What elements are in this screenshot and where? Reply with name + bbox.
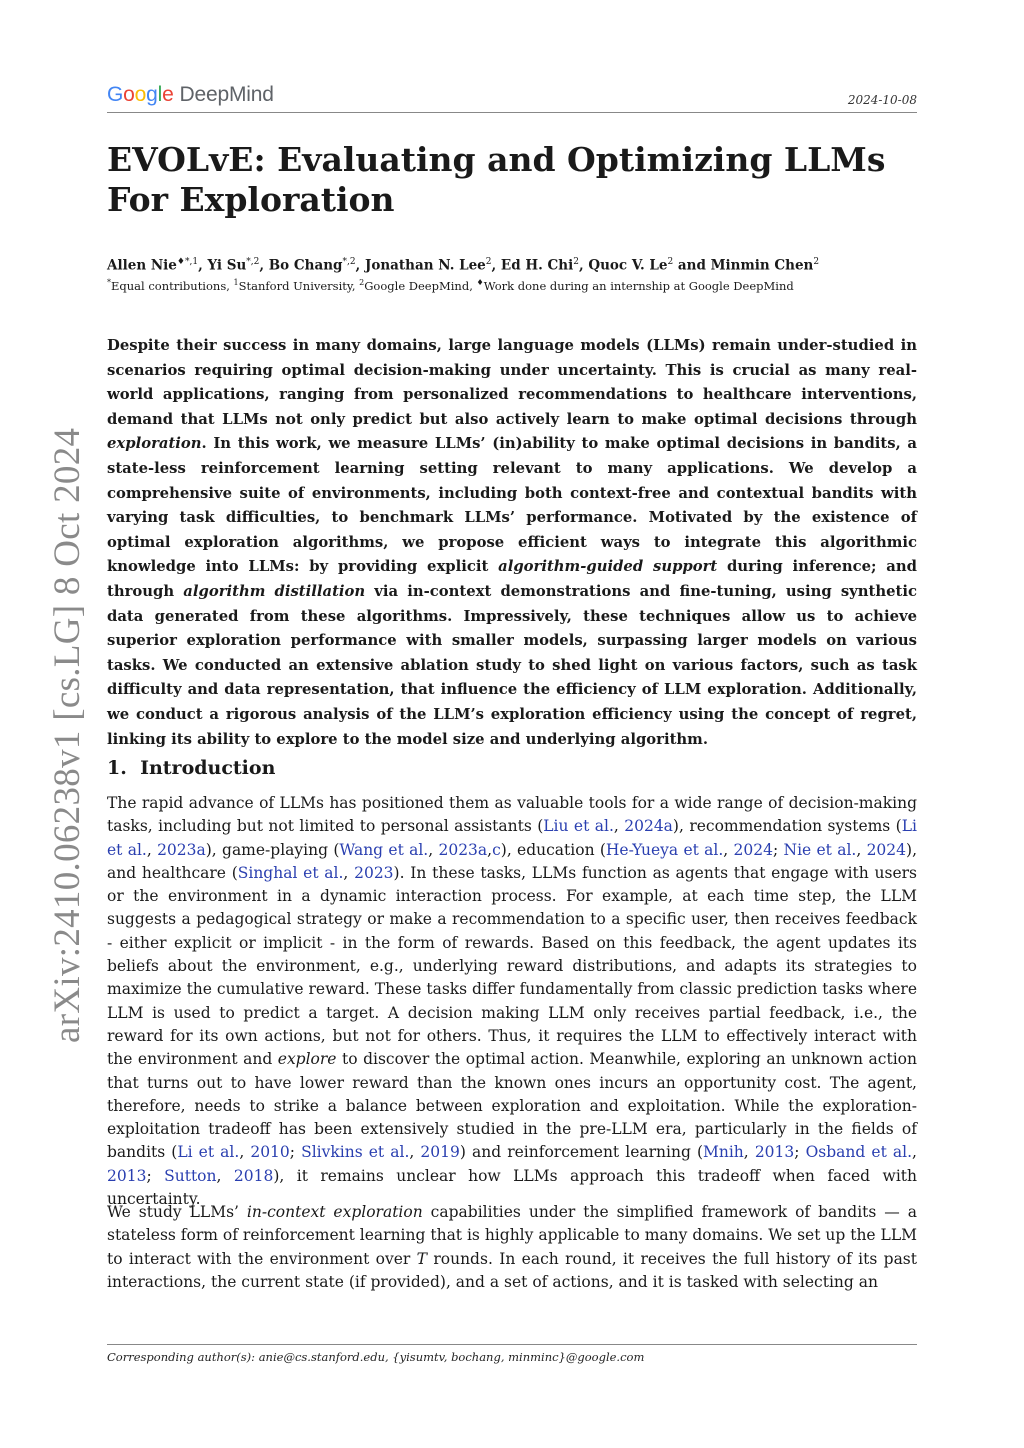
text-run: ,: [343, 863, 355, 882]
text-run: ,: [146, 840, 158, 859]
abstract: [107, 334, 917, 752]
author-name: Jonathan N. Lee: [364, 257, 486, 274]
citation-link[interactable]: 2023: [354, 863, 394, 882]
author-name: Yi Su: [207, 257, 247, 274]
publication-date: 2024-10-08: [847, 93, 917, 107]
logo-letter: o: [134, 83, 147, 106]
text-run: ), education (: [500, 840, 606, 859]
citation-link[interactable]: 2024: [866, 840, 907, 859]
affiliation-mark: 1: [233, 278, 239, 287]
paper-title: EVOLvE: Evaluating and Optimizing LLMs For Exploration: [107, 140, 886, 219]
emphasis-text: in-context exploration: [246, 1203, 423, 1221]
logo-letter: l: [157, 83, 163, 106]
text-run: ,: [856, 840, 867, 859]
text-run: ,: [216, 1166, 234, 1185]
emphasis-text: T: [416, 1249, 428, 1268]
citation-link[interactable]: Liu et al.: [543, 817, 614, 836]
citation-link[interactable]: 2023a: [157, 840, 206, 859]
corresponding-author-note: Corresponding author(s): anie@cs.stanford.edu, {yisumtv, bochang, minminc}@google.com: [107, 1350, 645, 1364]
author-marks: *,2: [246, 257, 260, 267]
text-run: ), recommendation systems (: [672, 817, 902, 836]
emphasis-text: exploration: [107, 435, 202, 453]
text-run: ,: [743, 1143, 755, 1162]
emphasis-text: algorithm distillation: [183, 582, 366, 600]
affiliations: *Equal contributions, $^1$Stanford University, $^2$Google DeepMind, ♦Work done during an internship at Google DeepMind: [107, 278, 794, 293]
citation-link[interactable]: 2013: [107, 1166, 147, 1185]
affiliation-mark: ♦: [476, 278, 484, 287]
emphasis-text: algorithm-guided support: [498, 558, 718, 576]
section-title: Introduction: [140, 757, 276, 779]
text-run: capabilities under the simplified framework of bandits — a stateless form of reinforcement learning that is highly applicable to many domains. We set up the LLM to interact with the environment over: [107, 1203, 917, 1268]
citation-link[interactable]: Li et al.: [177, 1143, 240, 1162]
citation-link[interactable]: 2024: [733, 840, 773, 859]
citation-link[interactable]: Mnih: [703, 1143, 744, 1162]
text-run: to discover the optimal action. Meanwhile, exploring an unknown action that turns out to have lower reward than the known ones incurs an opportunity cost. The agent, therefore, needs to strike a balance between exploration and exploitation. While the exploration-exploitation tradeoff has been extensively studied in the pre-LLM era, particularly in the fields of bandits (: [107, 1050, 917, 1162]
author-name: Quoc V. Le: [588, 257, 668, 274]
affiliation-text: Work done during an internship at Google DeepMind: [483, 278, 794, 293]
text-run: Despite their success in many domains, large language models (LLMs) remain under-studied in scenarios requiring optimal decision-making under uncertainty. This is crucial as many real-world applications, ranging from personalized recommendations to healthcare interventions, demand that LLMs not only predict but also actively learn to make optimal decisions through: [107, 337, 917, 428]
logo-deepmind-text: DeepMind: [179, 83, 274, 106]
logo-letter: G: [107, 83, 124, 106]
author-marks: 2: [573, 257, 579, 267]
text-run: ;: [772, 840, 784, 859]
text-run: ,: [912, 1143, 917, 1162]
text-run: ,: [487, 840, 493, 859]
text-run: ,: [409, 1143, 421, 1162]
citation-link[interactable]: 2010: [250, 1143, 290, 1162]
author-marks: 2: [485, 257, 492, 267]
author-marks: ♦*,1: [176, 257, 199, 267]
text-run: ,: [239, 1143, 251, 1162]
text-run: via in-context demonstrations and fine-tuning, using synthetic data generated from these algorithms. Impressively, these techniques allow us to achieve superior exploration performance with smaller models, surpassing larger models on various tasks. We conducted an extensive ablation study to shed light on various factors, such as task difficulty and data representation, that influence the efficiency of LLM exploration. Additionally, we conduct a rigorous analysis of the LLM’s exploration efficiency using the concept of regret, linking its ability to explore to the model size and underlying algorithm.: [107, 582, 917, 748]
text-run: ). In these tasks, LLMs function as agents that engage with users or the environment in a dynamic interaction process. For example, at each time step, the LLM suggests a pedagogical strategy or make a recommendation to a specific user, then receives feedback - either explicit or implicit - in the form of rewards. Based on this feedback, the agent updates its beliefs about the environment, e.g., underlying reward distributions, and adapts its strategies to maximize the cumulative reward. These tasks differ fundamentally from classic prediction tasks where LLM is used to predict a target. A decision making LLM only receives partial feedback, i.e., the reward for its own actions, but not for others. Thus, it requires the LLM to effectively interact with the environment and: [107, 863, 917, 1069]
author-name: Bo Chang: [268, 257, 343, 274]
citation-link[interactable]: 2023a: [438, 840, 488, 859]
author-marks: 2: [667, 257, 674, 267]
citation-link[interactable]: 2024a: [624, 817, 673, 836]
affiliation-mark: *: [107, 278, 111, 287]
intro-paragraph: [107, 792, 917, 1211]
citation-link[interactable]: He-Yueya et al.: [605, 840, 724, 859]
header-divider: [107, 112, 917, 113]
text-run: ) and reinforcement learning (: [459, 1143, 703, 1162]
arxiv-identifier-stamp: arXiv:2410.06238v1 [cs.LG] 8 Oct 2024: [47, 427, 88, 1043]
author-marks: *,2: [342, 257, 356, 267]
text-run: We study LLMs’: [107, 1203, 247, 1221]
text-run: . In this work, we measure LLMs’ (in)ability to make optimal decisions in bandits, a state-less reinforcement learning setting relevant to many applications. We develop a comprehensive suite of environments, including both context-free and contextual bandits with varying task difficulties, to benchmark LLMs’ performance. Motivated by the existence of optimal exploration algorithms, we propose efficient ways to integrate this algorithmic knowledge into LLMs: by providing explicit: [107, 435, 917, 576]
citation-link[interactable]: Li et al.: [107, 817, 917, 859]
intro-paragraph: [107, 1201, 917, 1294]
citation-link[interactable]: Nie et al.: [783, 840, 857, 859]
text-run: ), it remains unclear how LLMs approach this tradeoff when faced with uncertainty.: [107, 1166, 917, 1209]
affiliation-text: Stanford University: [238, 278, 352, 293]
footer-divider: [107, 1344, 917, 1345]
logo-letter: o: [123, 83, 135, 106]
text-run: during inference; and through: [107, 558, 917, 600]
citation-link[interactable]: 2018: [233, 1166, 274, 1185]
citation-link[interactable]: Slivkins et al.: [301, 1143, 410, 1162]
section-number: 1.: [107, 757, 127, 779]
affiliation-text: Equal contributions: [111, 278, 227, 293]
author-name: Ed H. Chi: [500, 257, 574, 274]
citation-link[interactable]: 2013: [754, 1143, 795, 1162]
citation-link[interactable]: Singhal et al.: [237, 863, 344, 882]
text-run: rounds. In each round, it receives the full history of its past interactions, the current state (if provided), and a set of actions, and it is tasked with selecting an: [107, 1249, 917, 1291]
text-run: ;: [794, 1143, 806, 1162]
author-list: Allen Nie$^{♦*,1}$, Yi $Su^{*,2}$, Bo Chang$^{*,2}$, Jonathan N. Lee$^2$, Ed H. Chi$^2$, Quoc V. Le$^2$ and Minmin Chen$^2$: [107, 257, 820, 274]
text-run: ;: [289, 1143, 302, 1162]
text-run: The rapid advance of LLMs has positioned them as valuable tools for a wide range of decision-making tasks, including but not limited to personal assistants (: [107, 794, 917, 836]
citation-link[interactable]: c: [492, 840, 501, 859]
text-run: ,: [428, 840, 439, 859]
affiliation-mark: 2: [359, 278, 365, 287]
section-heading-introduction: [107, 757, 275, 779]
text-run: ), game-playing (: [205, 840, 340, 859]
text-run: ,: [613, 817, 625, 836]
author-name: Allen Nie: [107, 257, 177, 274]
logo-letter: e: [162, 83, 174, 106]
citation-link[interactable]: Osband et al.: [805, 1143, 913, 1162]
citation-link[interactable]: Sutton: [164, 1166, 217, 1185]
emphasis-text: explore: [277, 1050, 337, 1069]
text-run: ;: [146, 1166, 165, 1185]
google-deepmind-logo: [107, 81, 274, 109]
author-name: Minmin Chen: [710, 257, 814, 274]
logo-letter: g: [146, 83, 158, 106]
citation-link[interactable]: Wang et al.: [339, 840, 429, 859]
author-marks: 2: [813, 257, 820, 267]
citation-link[interactable]: 2019: [420, 1143, 460, 1162]
affiliation-text: Google DeepMind: [364, 278, 470, 293]
text-run: ), and healthcare (: [107, 840, 917, 882]
text-run: ,: [723, 840, 734, 859]
